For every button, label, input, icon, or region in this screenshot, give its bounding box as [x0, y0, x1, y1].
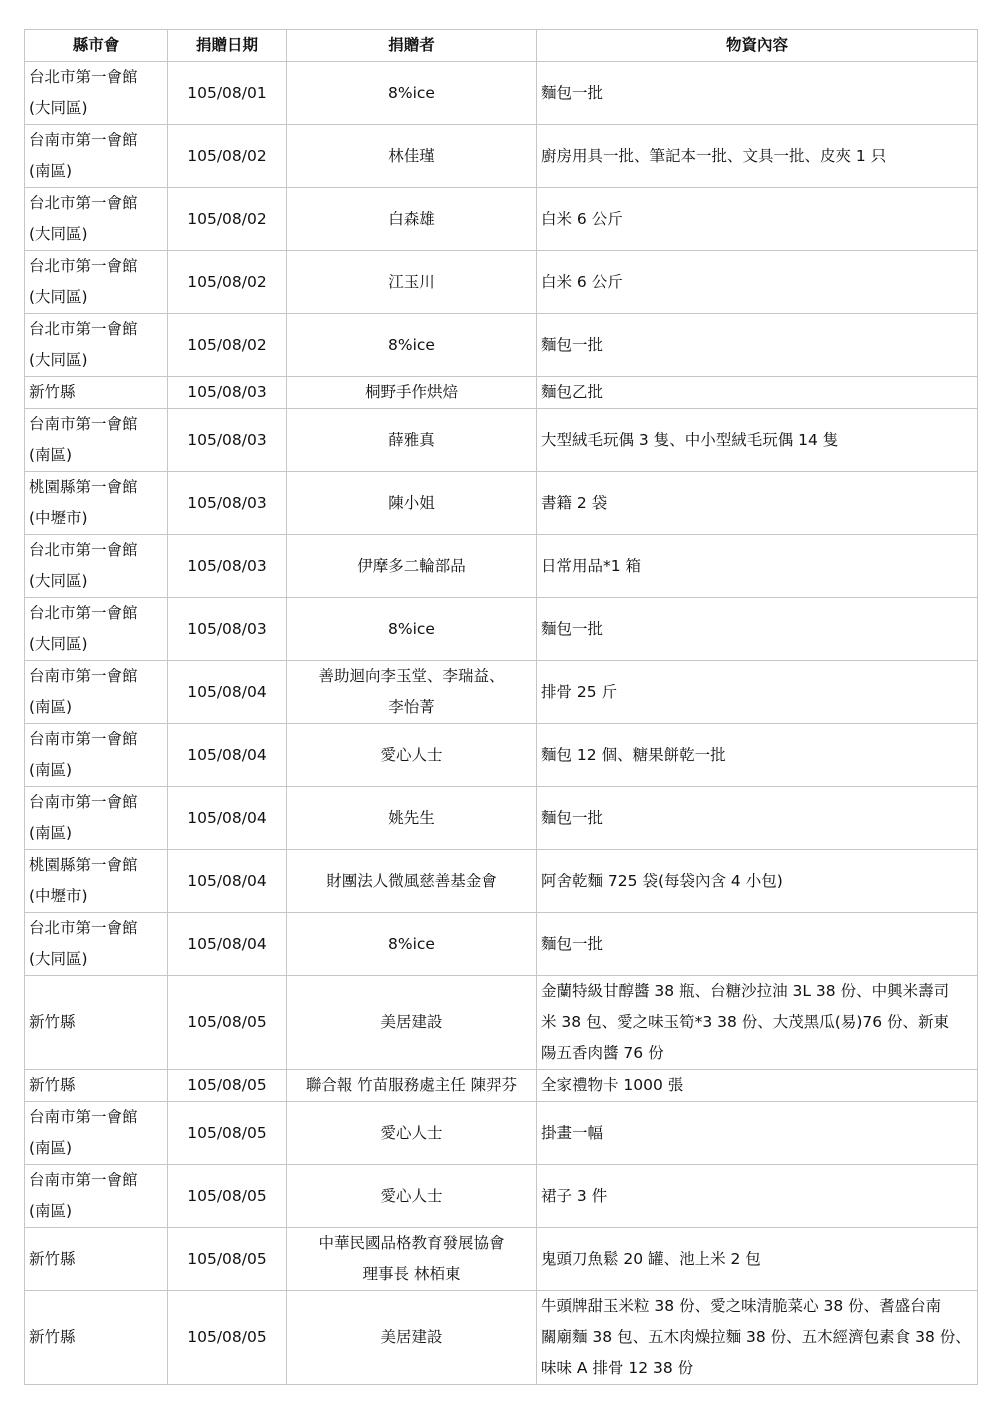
cell-date: 105/08/04: [168, 724, 287, 787]
cell-region: 新竹縣: [25, 976, 168, 1070]
cell-date: 105/08/03: [168, 472, 287, 535]
cell-donor: 姚先生: [287, 787, 537, 850]
table-row: [25, 598, 978, 661]
cell-date: 105/08/05: [168, 1228, 287, 1291]
cell-donor: 8%ice: [287, 598, 537, 661]
table-row: [25, 62, 978, 125]
table-row: [25, 535, 978, 598]
cell-region: 台南市第一會館 (南區): [25, 1102, 168, 1165]
table-body: [25, 62, 978, 1385]
header-row: [25, 30, 978, 62]
cell-date: 105/08/02: [168, 188, 287, 251]
cell-region: 台北市第一會館 (大同區): [25, 188, 168, 251]
cell-date: 105/08/04: [168, 661, 287, 724]
table-row: [25, 1070, 978, 1102]
cell-items: 排骨 25 斤: [537, 661, 978, 724]
cell-region: 台南市第一會館 (南區): [25, 661, 168, 724]
cell-donor: 美居建設: [287, 976, 537, 1070]
table-row: [25, 913, 978, 976]
cell-date: 105/08/05: [168, 1291, 287, 1385]
cell-region: 台南市第一會館 (南區): [25, 125, 168, 188]
cell-date: 105/08/03: [168, 409, 287, 472]
cell-items: 裙子 3 件: [537, 1165, 978, 1228]
cell-items: 廚房用具一批、筆記本一批、文具一批、皮夾 1 只: [537, 125, 978, 188]
cell-items: 大型絨毛玩偶 3 隻、中小型絨毛玩偶 14 隻: [537, 409, 978, 472]
cell-date: 105/08/05: [168, 1165, 287, 1228]
cell-region: 台南市第一會館 (南區): [25, 724, 168, 787]
table-row: [25, 251, 978, 314]
cell-date: 105/08/03: [168, 598, 287, 661]
table-row: [25, 1102, 978, 1165]
cell-region: 桃園縣第一會館 (中壢市): [25, 850, 168, 913]
cell-items: 麵包一批: [537, 598, 978, 661]
table-row: [25, 472, 978, 535]
cell-date: 105/08/02: [168, 125, 287, 188]
table-row: [25, 787, 978, 850]
table-row: [25, 724, 978, 787]
cell-items: 日常用品*1 箱: [537, 535, 978, 598]
cell-donor: 愛心人士: [287, 724, 537, 787]
cell-donor: 8%ice: [287, 314, 537, 377]
table-header: [25, 30, 978, 62]
cell-date: 105/08/04: [168, 913, 287, 976]
cell-donor: 伊摩多二輪部品: [287, 535, 537, 598]
cell-region: 新竹縣: [25, 1291, 168, 1385]
cell-date: 105/08/03: [168, 377, 287, 409]
table-row: [25, 1165, 978, 1228]
header-items: 物資內容: [537, 30, 978, 62]
cell-date: 105/08/04: [168, 850, 287, 913]
cell-donor: 愛心人士: [287, 1165, 537, 1228]
cell-date: 105/08/05: [168, 1070, 287, 1102]
cell-items: 書籍 2 袋: [537, 472, 978, 535]
table-row: [25, 661, 978, 724]
cell-donor: 善助迴向李玉堂、李瑞益、 李怡菁: [287, 661, 537, 724]
cell-region: 台北市第一會館 (大同區): [25, 913, 168, 976]
table-row: [25, 409, 978, 472]
cell-donor: 林佳瑾: [287, 125, 537, 188]
cell-region: 台北市第一會館 (大同區): [25, 598, 168, 661]
cell-donor: 8%ice: [287, 62, 537, 125]
cell-donor: 陳小姐: [287, 472, 537, 535]
cell-items: 麵包一批: [537, 62, 978, 125]
header-donor: 捐贈者: [287, 30, 537, 62]
cell-items: 全家禮物卡 1000 張: [537, 1070, 978, 1102]
cell-date: 105/08/01: [168, 62, 287, 125]
table-row: [25, 188, 978, 251]
cell-items: 掛畫一幅: [537, 1102, 978, 1165]
cell-items: 麵包 12 個、糖果餅乾一批: [537, 724, 978, 787]
cell-date: 105/08/05: [168, 1102, 287, 1165]
table-row: [25, 850, 978, 913]
header-region: 縣市會: [25, 30, 168, 62]
cell-region: 新竹縣: [25, 1070, 168, 1102]
cell-donor: 薛雅真: [287, 409, 537, 472]
cell-date: 105/08/04: [168, 787, 287, 850]
cell-region: 台北市第一會館 (大同區): [25, 314, 168, 377]
table-row: [25, 976, 978, 1070]
table-row: [25, 1228, 978, 1291]
cell-donor: 愛心人士: [287, 1102, 537, 1165]
cell-items: 阿舍乾麵 725 袋(每袋內含 4 小包): [537, 850, 978, 913]
cell-items: 鬼頭刀魚鬆 20 罐、池上米 2 包: [537, 1228, 978, 1291]
cell-region: 新竹縣: [25, 377, 168, 409]
cell-donor: 白森雄: [287, 188, 537, 251]
cell-region: 台北市第一會館 (大同區): [25, 535, 168, 598]
cell-region: 台北市第一會館 (大同區): [25, 62, 168, 125]
cell-donor: 美居建設: [287, 1291, 537, 1385]
cell-donor: 聯合報 竹苗服務處主任 陳羿芬: [287, 1070, 537, 1102]
table-row: [25, 377, 978, 409]
table-row: [25, 1291, 978, 1385]
cell-items: 麵包一批: [537, 913, 978, 976]
cell-donor: 財團法人微風慈善基金會: [287, 850, 537, 913]
cell-items: 金蘭特級甘醇醬 38 瓶、台糖沙拉油 3L 38 份、中興米壽司 米 38 包、愛之味玉筍*3 38 份、大茂黑瓜(易)76 份、新東 陽五香肉醬 76 份: [537, 976, 978, 1070]
cell-region: 台南市第一會館 (南區): [25, 1165, 168, 1228]
cell-items: 白米 6 公斤: [537, 251, 978, 314]
cell-donor: 桐野手作烘焙: [287, 377, 537, 409]
donation-table: [24, 29, 978, 1385]
cell-items: 麵包一批: [537, 787, 978, 850]
cell-date: 105/08/05: [168, 976, 287, 1070]
cell-items: 白米 6 公斤: [537, 188, 978, 251]
cell-items: 牛頭牌甜玉米粒 38 份、愛之味清脆菜心 38 份、耆盛台南 關廟麵 38 包、五木肉燥拉麵 38 份、五木經濟包素食 38 份、 味味 A 排骨 12 38 份: [537, 1291, 978, 1385]
cell-date: 105/08/02: [168, 314, 287, 377]
cell-date: 105/08/03: [168, 535, 287, 598]
cell-region: 新竹縣: [25, 1228, 168, 1291]
cell-region: 桃園縣第一會館 (中壢市): [25, 472, 168, 535]
cell-date: 105/08/02: [168, 251, 287, 314]
cell-region: 台北市第一會館 (大同區): [25, 251, 168, 314]
cell-region: 台南市第一會館 (南區): [25, 409, 168, 472]
cell-donor: 8%ice: [287, 913, 537, 976]
table-row: [25, 125, 978, 188]
cell-donor: 江玉川: [287, 251, 537, 314]
cell-donor: 中華民國品格教育發展協會 理事長 林栢東: [287, 1228, 537, 1291]
cell-items: 麵包乙批: [537, 377, 978, 409]
header-date: 捐贈日期: [168, 30, 287, 62]
cell-items: 麵包一批: [537, 314, 978, 377]
table-row: [25, 314, 978, 377]
cell-region: 台南市第一會館 (南區): [25, 787, 168, 850]
